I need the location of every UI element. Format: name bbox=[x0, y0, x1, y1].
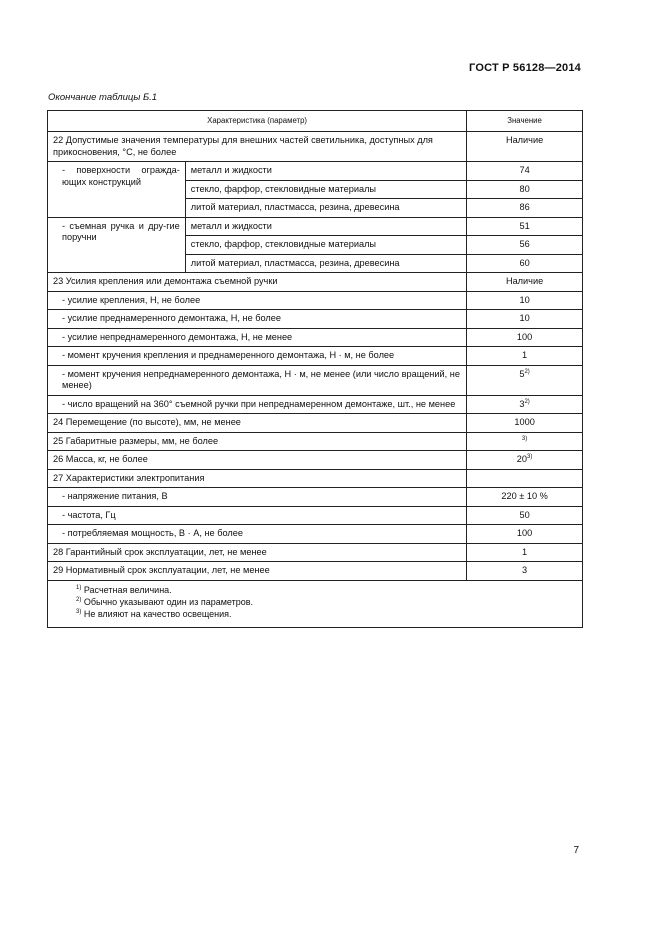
footnote-mark: 2) bbox=[76, 596, 82, 603]
footnotes-row bbox=[48, 580, 583, 627]
material-cell: литой материал, пластмасса, резина, древесина bbox=[185, 199, 466, 218]
row-label: 24 Перемещение (по высоте), мм, не менее bbox=[48, 414, 467, 433]
row-value: 1 bbox=[467, 543, 583, 562]
row-label: - усилие крепления, Н, не более bbox=[48, 291, 467, 310]
row-value: 100 bbox=[467, 328, 583, 347]
footnote bbox=[76, 608, 577, 620]
table-row bbox=[48, 432, 583, 451]
row-value: 20 bbox=[516, 454, 528, 464]
row-value: 220 ± 10 % bbox=[467, 488, 583, 507]
row-value: Наличие bbox=[467, 132, 583, 162]
footnote-ref: 2) bbox=[524, 398, 530, 405]
table-row bbox=[48, 414, 583, 433]
footnotes-cell bbox=[48, 580, 583, 627]
table-header-row bbox=[48, 111, 583, 132]
row-value: 50 bbox=[467, 506, 583, 525]
footnote-text: Расчетная величина. bbox=[81, 584, 172, 595]
table-row bbox=[48, 291, 583, 310]
row-label: 22 Допустимые значения температуры для внешних частей светильника, доступных для прикосновения, °С, не более bbox=[48, 132, 467, 162]
row-label: 26 Масса, кг, не более bbox=[48, 451, 467, 470]
footnote-text: Обычно указывают один из параметров. bbox=[81, 596, 254, 607]
table-row bbox=[48, 273, 583, 292]
footnote bbox=[76, 596, 577, 608]
table-row bbox=[48, 347, 583, 366]
row-value: 10 bbox=[467, 291, 583, 310]
row-label: - момент кручения непреднамеренного демонтажа, Н · м, не менее (или число вращений, не менее) bbox=[48, 365, 467, 395]
row-value-cell bbox=[467, 451, 583, 470]
group-label-surfaces: - поверхности огражда-ющих конструкций bbox=[48, 162, 186, 218]
material-cell: стекло, фарфор, стекловидные материалы bbox=[185, 236, 466, 255]
row-label: - усилие непреднамеренного демонтажа, Н, не менее bbox=[48, 328, 467, 347]
footnote-ref: 3) bbox=[521, 435, 528, 442]
row-label: - потребляемая мощность, В · А, не более bbox=[48, 525, 467, 544]
table-row bbox=[48, 310, 583, 329]
document-code: ГОСТ Р 56128—2014 bbox=[469, 62, 581, 74]
row-value: 74 bbox=[467, 162, 583, 181]
table-row bbox=[48, 217, 583, 236]
material-cell: металл и жидкости bbox=[185, 162, 466, 181]
row-value: 51 bbox=[467, 217, 583, 236]
footnote-text: Не влияют на качество освещения. bbox=[81, 608, 232, 619]
footnote-ref: 3) bbox=[527, 454, 533, 460]
row-label: - усилие преднамеренного демонтажа, Н, не более bbox=[48, 310, 467, 329]
table-row bbox=[48, 469, 583, 488]
table-row bbox=[48, 365, 583, 395]
material-cell: литой материал, пластмасса, резина, древесина bbox=[185, 254, 466, 273]
row-label: 27 Характеристики электропитания bbox=[48, 469, 467, 488]
footnote-mark: 3) bbox=[76, 608, 82, 615]
row-value: 3 bbox=[519, 398, 525, 409]
table-row bbox=[48, 488, 583, 507]
row-label: 28 Гарантийный срок эксплуатации, лет, не менее bbox=[48, 543, 467, 562]
material-cell: стекло, фарфор, стекловидные материалы bbox=[185, 180, 466, 199]
row-label: 29 Нормативный срок эксплуатации, лет, не менее bbox=[48, 562, 467, 581]
row-value: 1000 bbox=[467, 414, 583, 433]
row-label: 23 Усилия крепления или демонтажа съемной ручки bbox=[48, 273, 467, 292]
page-number: 7 bbox=[573, 845, 579, 856]
row-value: 5 bbox=[519, 368, 525, 379]
header-value: Значение bbox=[467, 111, 583, 132]
table-caption: Окончание таблицы Б.1 bbox=[48, 92, 158, 103]
row-value: 56 bbox=[467, 236, 583, 255]
group-label-handle: - съемная ручка и дру-гие поручни bbox=[48, 217, 186, 273]
table-row bbox=[48, 132, 583, 162]
row-value: Наличие bbox=[467, 273, 583, 292]
row-value: 10 bbox=[467, 310, 583, 329]
row-value: 1 bbox=[467, 347, 583, 366]
row-label: - напряжение питания, В bbox=[48, 488, 467, 507]
row-value: 86 bbox=[467, 199, 583, 218]
table-row bbox=[48, 162, 583, 181]
spec-table bbox=[47, 110, 583, 628]
row-value: 80 bbox=[467, 180, 583, 199]
row-label: - число вращений на 360° съемной ручки при непреднамеренном демонтаже, шт., не менее bbox=[48, 395, 467, 414]
row-label: - момент кручения крепления и преднамеренного демонтажа, Н · м, не более bbox=[48, 347, 467, 366]
row-value-cell bbox=[467, 365, 583, 395]
row-label: 25 Габаритные размеры, мм, не более bbox=[48, 432, 467, 451]
footnote-mark: 1) bbox=[76, 584, 82, 591]
footnote bbox=[76, 584, 577, 596]
table-row bbox=[48, 506, 583, 525]
row-value: 60 bbox=[467, 254, 583, 273]
table-row bbox=[48, 451, 583, 470]
row-value: 3 bbox=[467, 562, 583, 581]
row-value-cell bbox=[467, 395, 583, 414]
row-label: - частота, Гц bbox=[48, 506, 467, 525]
table-row bbox=[48, 395, 583, 414]
row-value-cell bbox=[467, 432, 583, 451]
table-row bbox=[48, 328, 583, 347]
header-characteristic: Характеристика (параметр) bbox=[48, 111, 467, 132]
footnote-ref: 2) bbox=[524, 368, 530, 375]
material-cell: металл и жидкости bbox=[185, 217, 466, 236]
table-row bbox=[48, 543, 583, 562]
table-row bbox=[48, 562, 583, 581]
row-value bbox=[467, 469, 583, 488]
table-row bbox=[48, 525, 583, 544]
row-value: 100 bbox=[467, 525, 583, 544]
